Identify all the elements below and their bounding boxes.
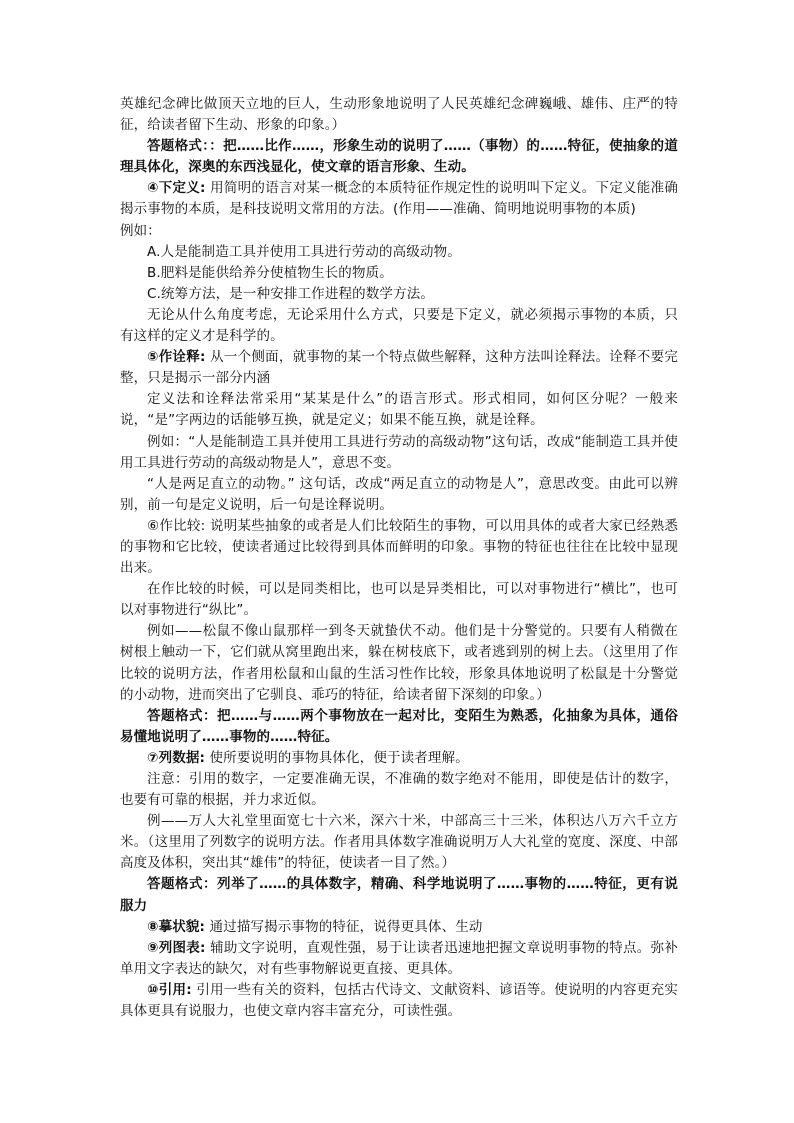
- body-text: 例——万人大礼堂里面宽七十六米，深六十米，中部高三十三米，体积达八万六千立方米。（这里用了列数字的说明方法。作者用具体数字准确说明万人大礼堂的宽度、深度、中部高度及体积，突出其“雄伟”的特征，使读者一目了然。）: [120, 813, 678, 872]
- bold-text: ⑧摹状貌:: [147, 918, 206, 935]
- paragraph: [120, 432, 678, 474]
- paragraph: [120, 579, 678, 621]
- paragraph: [120, 242, 678, 263]
- bold-text: ⑦列数据:: [147, 749, 206, 766]
- paragraph: [120, 263, 678, 284]
- paragraph: [120, 706, 678, 748]
- paragraph: [120, 347, 678, 389]
- paragraph: [120, 980, 678, 1022]
- bold-text: ⑩引用:: [147, 981, 192, 998]
- body-text: 辅助文字说明，直观性强，易于让读者迅速地把握文章说明事物的特点。弥补单用文字表达的缺欠，对有些事物解说更直接、更具体。: [120, 939, 678, 977]
- paragraph: [120, 769, 678, 811]
- body-text: 使所要说明的事物具体化，便于读者理解。: [205, 749, 469, 766]
- body-text: 英雄纪念碑比做顶天立地的巨人，生动形象地说明了人民英雄纪念碑巍峨、雄伟、庄严的特征，给读者留下生动、形象的印象。）: [120, 96, 678, 134]
- bold-text: 答题格式：列举了……的具体数字，精确、科学地说明了……事物的……特征，更有说服力: [120, 876, 678, 914]
- body-text: “人是两足直立的动物。” 这句话，改成“两足直立的动物是人”，意思改变。由此可以辨别，前一句是定义说明，后一句是诠释说明。: [120, 475, 678, 513]
- body-text: 无论从什么角度考虑，无论采用什么方式，只要是下定义，就必须揭示事物的本质，只有这样的定义才是科学的。: [120, 306, 678, 345]
- body-text: B.肥料是能供给养分使植物生长的物质。: [147, 264, 393, 281]
- bold-text: ⑨列图表:: [147, 939, 206, 956]
- body-text: 通过描写揭示事物的特征，说得更具体、生动: [205, 918, 483, 935]
- body-text: A.人是能制造工具并使用工具进行劳动的高级动物。: [147, 243, 461, 260]
- body-text: C.统筹方法，是一种安排工作进程的数学方法。: [147, 285, 435, 302]
- paragraph: [120, 516, 678, 579]
- body-text: 例如：: [120, 222, 161, 239]
- bold-text: ⑤作诠释:: [147, 349, 206, 366]
- body-text: 例如——松鼠不像山鼠那样一到冬天就蛰伏不动。他们是十分警觉的。只要有人稍微在树根上触动一下，它们就从窝里跑出来，躲在树枝底下，或者逃到别的树上去。（这里用了作比较的说明方法，作者用松鼠和山鼠的生活习性作比较，形象具体地说明了松鼠是十分警觉的小动物，进而突出了它驯良、乖巧的特征，给读者留下深刻的印象。）: [120, 623, 678, 703]
- body-text: 例如：“人是能制造工具并使用工具进行劳动的高级动物”这句话，改成“能制造工具并使用工具进行劳动的高级动物是人”，意思不变。: [120, 433, 678, 471]
- paragraph: [120, 389, 678, 431]
- body-text: 用简明的语言对某一概念的本质特征作规定性的说明叫下定义。下定义能准确揭示事物的本质，是科技说明文常用的方法。(作用——准确、简明地说明事物的本质): [120, 180, 678, 218]
- paragraph: [120, 178, 678, 220]
- paragraph: [120, 938, 678, 980]
- body-text: 注意：引用的数字，一定要准确无误，不准确的数字绝对不能用，即使是估计的数字，也要有可靠的根据，并力求近似。: [120, 771, 678, 809]
- body-text: 引用一些有关的资料，包括古代诗文、文献资料、谚语等。使说明的内容更充实具体更具有说服力，也使文章内容丰富充分，可读性强。: [120, 981, 678, 1020]
- body-text: 从一个侧面，就事物的某一个特点做些解释，这种方法叫诠释法。诠释不要完整，只是揭示一部分内涵: [120, 349, 678, 387]
- paragraph: [120, 917, 678, 938]
- paragraph: [120, 94, 678, 136]
- paragraph: [120, 874, 678, 916]
- paragraph: [120, 811, 678, 874]
- body-text: 定义法和诠释法常采用“某某是什么”的语言形式。形式相同，如何区分呢？一般来说，“是”字两边的话能够互换，就是定义；如果不能互换，就是诠释。: [120, 391, 678, 429]
- paragraph: [120, 621, 678, 705]
- paragraph: [120, 748, 678, 769]
- paragraph: [120, 221, 678, 242]
- bold-text: 答题格式：把……与……两个事物放在一起对比，变陌生为熟悉，化抽象为具体，通俗易懂地说明了……事物的……特征。: [120, 707, 678, 745]
- bold-text: 答题格式：：把……比作……，形象生动的说明了……（事物）的……特征，使抽象的道理具体化，深奥的东西浅显化，使文章的语言形象、生动。: [120, 138, 678, 176]
- body-text: ⑥作比较: 说明某些抽象的或者是人们比较陌生的事物，可以用具体的或者大家已经熟悉的事物和它比较，使读者通过比较得到具体而鲜明的印象。事物的特征也往往在比较中显现出来。: [120, 517, 678, 577]
- paragraph: [120, 136, 678, 178]
- body-text: 在作比较的时候，可以是同类相比，也可以是异类相比，可以对事物进行“横比”，也可以对事物进行“纵比”。: [120, 581, 678, 619]
- paragraph: [120, 474, 678, 516]
- bold-text: ④下定义:: [147, 180, 206, 197]
- paragraph: [120, 305, 678, 347]
- paragraph: [120, 284, 678, 305]
- document-page: [120, 94, 678, 1022]
